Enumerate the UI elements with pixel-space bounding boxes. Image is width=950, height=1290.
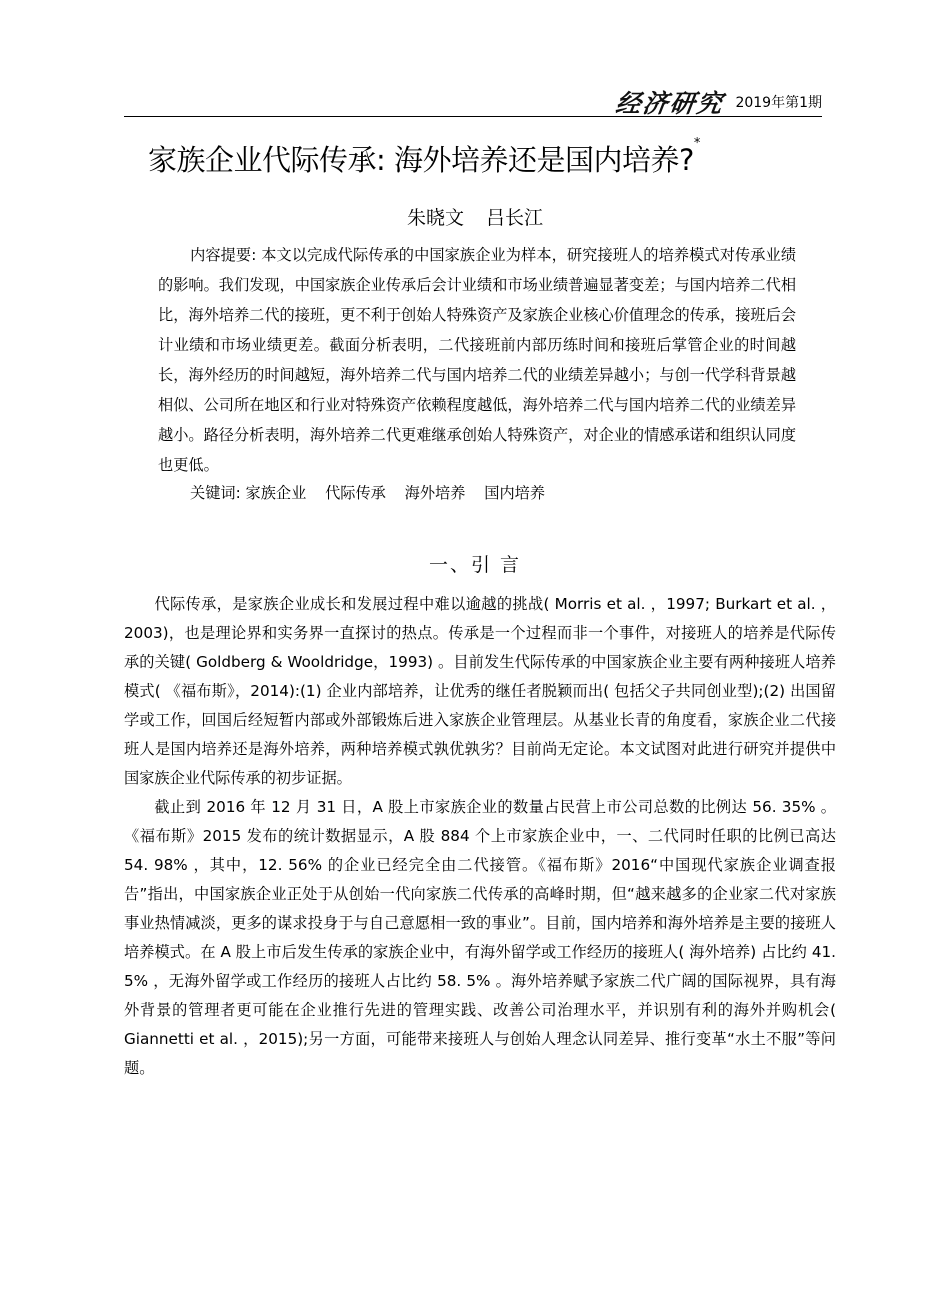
body-text [124,590,836,1083]
abstract-text: 本文以完成代际传承的中国家族企业为样本，研究接班人的培养模式对传承业绩的影响。我们发现，中国家族企业传承后会计业绩和市场业绩普遍显著变差；与国内培养二代相比，海外培养二代的接班，更不利于创始人特殊资产及家族企业核心价值理念的传承，接班后会计业绩和市场业绩更差。截面分析表明，二代接班前内部历练时间和接班后掌管企业的时间越长，海外经历的时间越短，海外培养二代与国内培养二代的业绩差异越小；与创一代学科背景越相似、公司所在地区和行业对特殊资产依赖程度越低，海外培养二代与国内培养二代的业绩差异越小。路径分析表明，海外培养二代更难继承创始人特殊资产，对企业的情感承诺和组织认同度也更低。 [158,246,797,474]
keyword: 海外培养 [404,484,466,502]
paragraph [124,793,836,1083]
abstract [158,240,796,480]
keywords-label: 关键词: [190,484,241,502]
keyword: 国内培养 [484,484,545,502]
keyword: 代际传承 [325,484,386,502]
paragraph-text: 代际传承，是家族企业成长和发展过程中难以逾越的挑战( Morris et al. ，1997; Burkart et al. ，2003)，也是理论界和实务界一直探讨的热点。传承是一个过程而非一个事件，对接班人的培养是代际传承的关键( Goldberg & Wooldridge，1993) 。目前发生代际传承的中国家族企业主要有两种接班人培养模式( 《福布斯》，2014):(1) 企业内部培养，让优秀的继任者脱颖而出( 包括父子共同创业型);(2) 出国留学或工作，回国后经短暂内部或外部锻炼后进入家族企业管理层。从基业长青的角度看，家族企业二代接班人是国内培养还是海外培养，两种培养模式孰优孰劣？目前尚无定论。本文试图对此进行研究并提供中国家族企业代际传承的初步证据。 [124,595,836,787]
paragraph [124,590,836,793]
article-title [148,138,808,179]
title-footnote-mark: * [693,136,700,151]
author-2: 吕长江 [486,207,544,229]
paragraph-text: 截止到 2016 年 12 月 31 日，A 股上市家族企业的数量占民营上市公司总数的比例达 56. 35% 。《福布斯》2015 发布的统计数据显示，A 股 884 个上市家族企业中，一、二代同时任职的比例已高达 54. 98% ，其中，12. 56% 的企业已经完全由二代接管。《福布斯》2016“中国现代家族企业调查报告”指出，中国家族企业正处于从创始一代向家族二代传承的高峰时期，但“越来越多的企业家二代对家族事业热情减淡，更多的谋求投身于与自己意愿相一致的事业”。目前，国内培养和海外培养是主要的接班人培养模式。在 A 股上市后发生传承的家族企业中，有海外留学或工作经历的接班人( 海外培养) 占比约 41. 5% ，无海外留学或工作经历的接班人占比约 58. 5% 。海外培养赋予家族二代广阔的国际视界，具有海外背景的管理者更可能在企业推行先进的管理实践、改善公司治理水平，并识别有利的海外并购机会( Giannetti et al. ，2015);另一方面，可能带来接班人与创始人理念认同差异、推行变革“水土不服”等问题。 [124,798,836,1077]
article-title-text: 家族企业代际传承: 海外培养还是国内培养? [148,143,694,177]
abstract-label: 内容提要: [190,246,257,264]
keyword: 家族企业 [245,484,307,502]
author-line [0,203,950,230]
section-heading: 一、引 言 [428,554,522,576]
author-1: 朱晓文 [406,207,464,229]
journal-logo: 经济研究 [613,89,726,118]
issue-number: 2019年第1期 [735,95,822,111]
keywords [190,478,559,508]
running-header [124,82,822,117]
